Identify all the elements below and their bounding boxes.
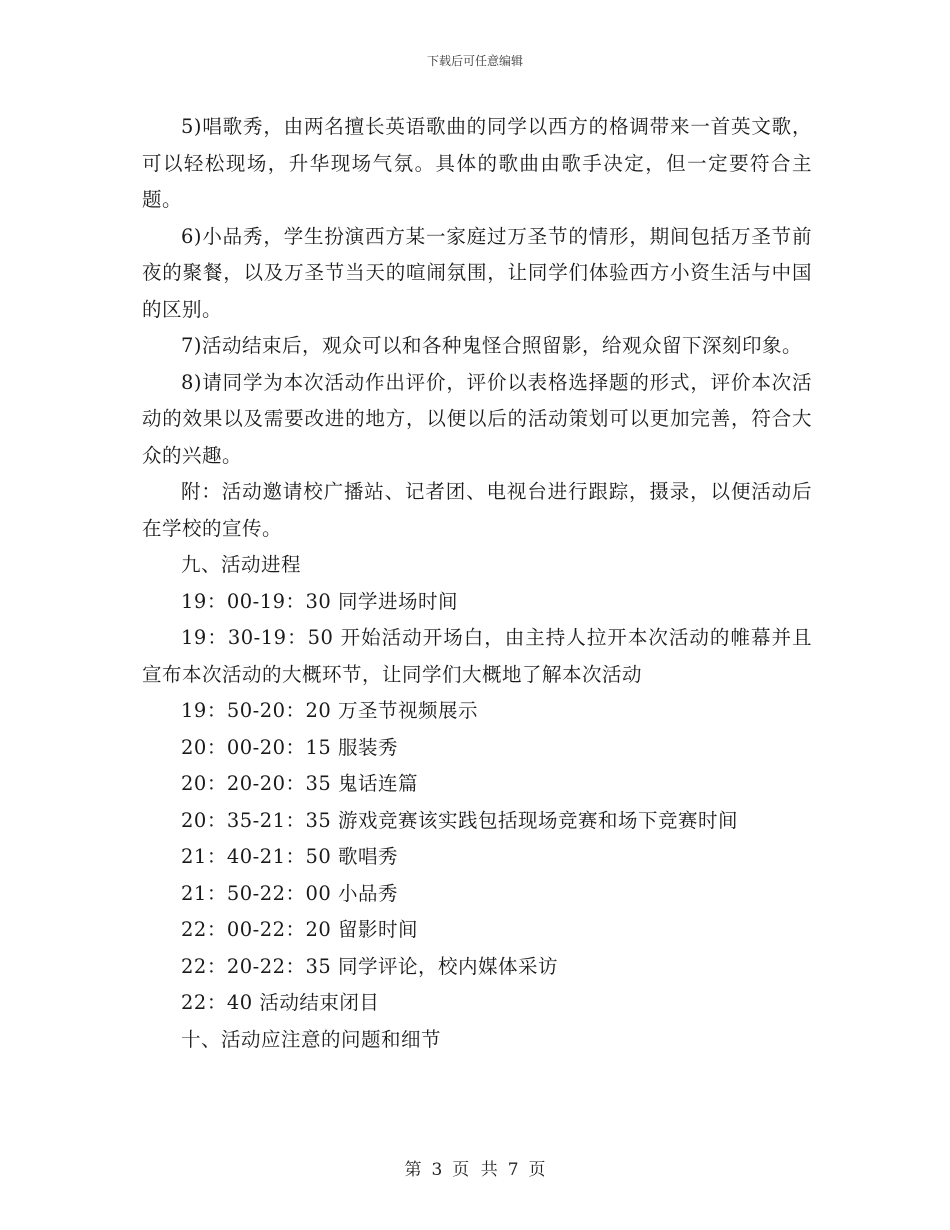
footer-prefix: 第 bbox=[404, 1160, 422, 1180]
section-heading-notes: 十、活动应注意的问题和细节 bbox=[181, 1027, 442, 1051]
paragraph-skit-show: 6)小品秀，学生扮演西方某一家庭过万圣节的情形，期间包括万圣节前夜的聚餐，以及万圣节当天的喧闹氛围，让同学们体验西方小资生活与中国的区别。 bbox=[142, 224, 812, 321]
schedule-item: 19：30-19：50 开始活动开场白，由主持人拉开本次活动的帷幕并且宣布本次活动的大概环节，让同学们大概地了解本次活动 bbox=[142, 626, 812, 686]
footer-middle: 页 共 bbox=[452, 1160, 498, 1180]
section-heading-schedule: 九、活动进程 bbox=[181, 553, 302, 576]
paragraph-appendix: 附：活动邀请校广播站、记者团、电视台进行跟踪，摄录，以便活动后在学校的宣传。 bbox=[142, 480, 812, 540]
schedule-item: 21：50-22：00 小品秀 bbox=[181, 881, 399, 905]
schedule-item: 22：00-22：20 留影时间 bbox=[181, 918, 419, 941]
schedule-item: 20：00-20：15 服装秀 bbox=[181, 735, 399, 759]
paragraph-singing-show: 5)唱歌秀，由两名擅长英语歌曲的同学以西方的格调带来一首英文歌，可以轻松现场，升华现场气氛。具体的歌曲由歌手决定，但一定要符合主题。 bbox=[142, 115, 812, 211]
page-footer bbox=[0, 1155, 950, 1180]
paragraph-photo-session: 7)活动结束后，观众可以和各种鬼怪合照留影，给观众留下深刻印象。 bbox=[181, 334, 803, 357]
schedule-item: 20：20-20：35 鬼话连篇 bbox=[181, 772, 419, 795]
total-pages-number: 7 bbox=[507, 1160, 519, 1180]
schedule-item: 19：00-19：30 同学进场时间 bbox=[181, 589, 459, 613]
paragraph-evaluation: 8)请同学为本次活动作出评价，评价以表格选择题的形式，评价本次活动的效果以及需要改进的地方，以便以后的活动策划可以更加完善，符合大众的兴趣。 bbox=[142, 370, 812, 467]
footer-suffix: 页 bbox=[528, 1160, 546, 1180]
current-page-number: 3 bbox=[431, 1160, 443, 1180]
page-header: 下载后可任意编辑 bbox=[426, 54, 523, 68]
schedule-item: 21：40-21：50 歌唱秀 bbox=[181, 845, 399, 868]
schedule-item: 22：40 活动结束闭目 bbox=[181, 991, 380, 1014]
document-body bbox=[142, 109, 812, 1058]
schedule-item: 19：50-20：20 万圣节视频展示 bbox=[181, 699, 479, 722]
schedule-item: 20：35-21：35 游戏竞赛该实践包括现场竞赛和场下竞赛时间 bbox=[181, 808, 739, 832]
schedule-item: 22：20-22：35 同学评论，校内媒体采访 bbox=[181, 954, 559, 978]
